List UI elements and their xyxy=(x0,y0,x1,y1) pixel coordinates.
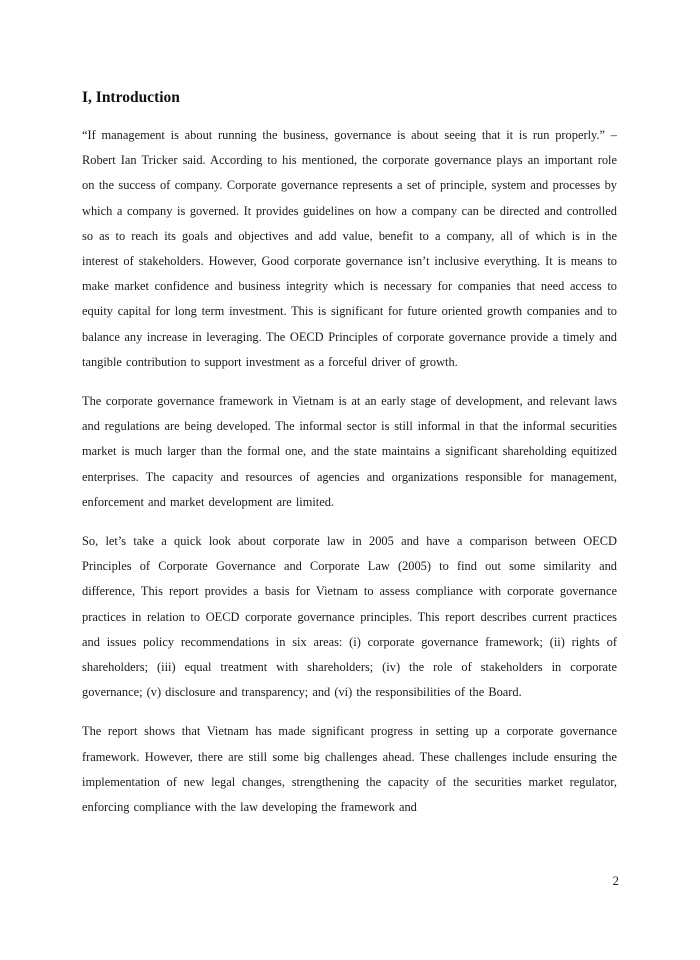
section-heading: I, Introduction xyxy=(82,89,180,106)
paragraph-report-findings: The report shows that Vietnam has made significant progress in setting up a corporate governance framework. However, there are still some big challenges ahead. These challenges include ensuring the implementation of new legal changes, strengthening the capacity of the securities market regulator, enforcing compliance with the law developing the framework and xyxy=(82,724,617,815)
paragraph-report-scope: So, let’s take a quick look about corporate law in 2005 and have a comparison between OECD Principles of Corporate Governance and Corporate Law (2005) to find out some similarity and difference, This report provides a basis for Vietnam to assess compliance with corporate governance practices in relation to OECD corporate governance principles. This report describes current practices and issues policy recommendations in six areas: (i) corporate governance framework; (ii) rights of shareholders; (iii) equal treatment with shareholders; (iv) the role of stakeholders in corporate governance; (v) disclosure and transparency; and (vi) the responsibilities of the Board. xyxy=(82,534,617,700)
paragraph-vietnam-framework: The corporate governance framework in Vietnam is at an early stage of development, and relevant laws and regulations are being developed. The informal sector is still informal in that the informal securities market is much larger than the formal one, and the state maintains a significant shareholding equitized enterprises. The capacity and resources of agencies and organizations responsible for management, enforcement and market development are limited. xyxy=(82,394,617,509)
body-text xyxy=(82,123,617,834)
paragraph-intro-quote: “If management is about running the business, governance is about seeing that it is run properly.” – Robert Ian Tricker said. According to his mentioned, the corporate governance plays an important role on the success of company. Corporate governance represents a set of principle, system and processes by which a company is governed. It provides guidelines on how a company can be directed and controlled so as to reach its goals and objectives and add value, benefit to a company, all of which is in the interest of stakeholders. However, Good corporate governance isn’t inclusive everything. It is means to make market confidence and business integrity which is necessary for companies that need access to equity capital for long term investment. This is significant for future oriented growth companies and to balance any increase in leveraging. The OECD Principles of corporate governance provide a timely and tangible contribution to support investment as a forceful driver of growth. xyxy=(82,128,617,369)
page-number: 2 xyxy=(612,873,619,888)
